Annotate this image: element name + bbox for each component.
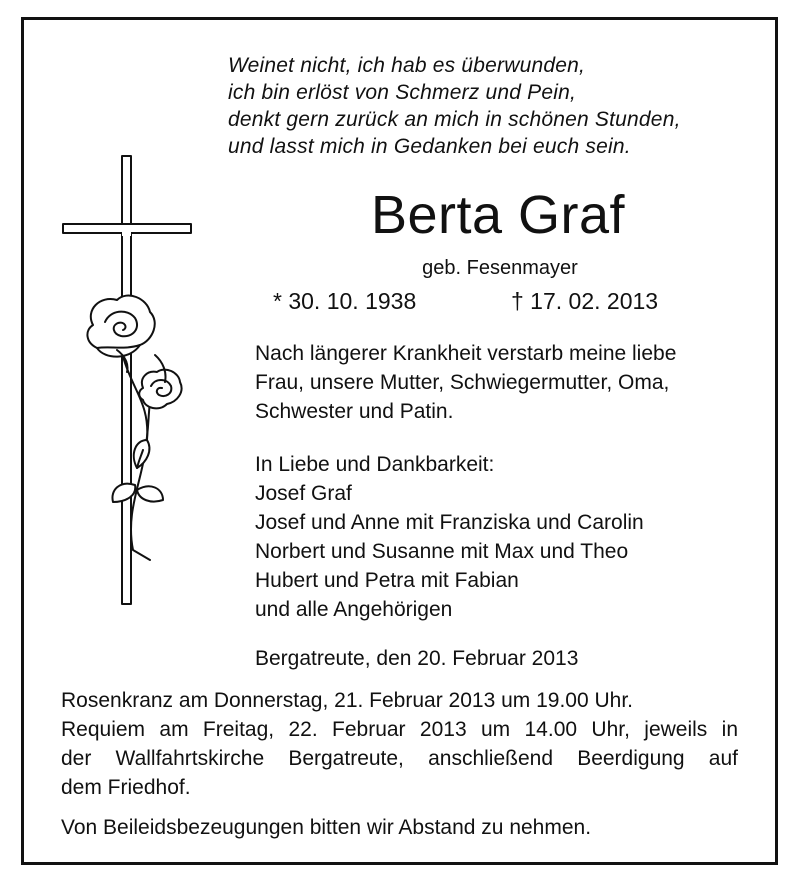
birth-date: * 30. 10. 1938 (273, 288, 417, 314)
service-line: dem Friedhof. (61, 776, 191, 799)
poem-line: denkt gern zurück an mich in schönen Stunden, (228, 108, 681, 131)
maiden-name: geb. Fesenmayer (422, 257, 578, 279)
announcement-line: Nach längerer Krankheit verstarb meine liebe (255, 342, 677, 365)
mourner-entry: Josef Graf (255, 482, 352, 505)
mourner-entry: Josef und Anne mit Franziska und Carolin (255, 511, 644, 534)
poem-line: ich bin erlöst von Schmerz und Pein, (228, 81, 577, 104)
death-date: † 17. 02. 2013 (511, 288, 659, 314)
mourner-entry: und alle Angehörigen (255, 598, 453, 621)
poem-line: Weinet nicht, ich hab es überwunden, (228, 54, 586, 77)
service-line: Requiem am Freitag, 22. Februar 2013 um 14.00 Uhr, jeweils in (61, 718, 738, 741)
service-line: Rosenkranz am Donnerstag, 21. Februar 2013 um 19.00 Uhr. (61, 689, 633, 712)
announcement-line: Frau, unsere Mutter, Schwiegermutter, Oma, (255, 371, 670, 394)
cross-with-roses-icon (55, 150, 205, 610)
mourner-entry: Norbert und Susanne mit Max und Theo (255, 540, 629, 563)
mourners-list (255, 450, 644, 624)
condolence-note: Von Beileidsbezeugungen bitten wir Abstand zu nehmen. (61, 816, 592, 839)
mourners-heading: In Liebe und Dankbarkeit: (255, 453, 495, 476)
memorial-poem (228, 52, 681, 160)
place-and-date: Bergatreute, den 20. Februar 2013 (255, 647, 579, 670)
funeral-service-info (61, 686, 738, 802)
service-line: der Wallfahrtskirche Bergatreute, anschließend Beerdigung auf (61, 747, 738, 770)
death-announcement (255, 339, 676, 426)
announcement-line: Schwester und Patin. (255, 400, 454, 423)
deceased-name: Berta Graf (370, 185, 626, 245)
poem-line: und lasst mich in Gedanken bei euch sein. (228, 135, 631, 158)
mourner-entry: Hubert und Petra mit Fabian (255, 569, 519, 592)
